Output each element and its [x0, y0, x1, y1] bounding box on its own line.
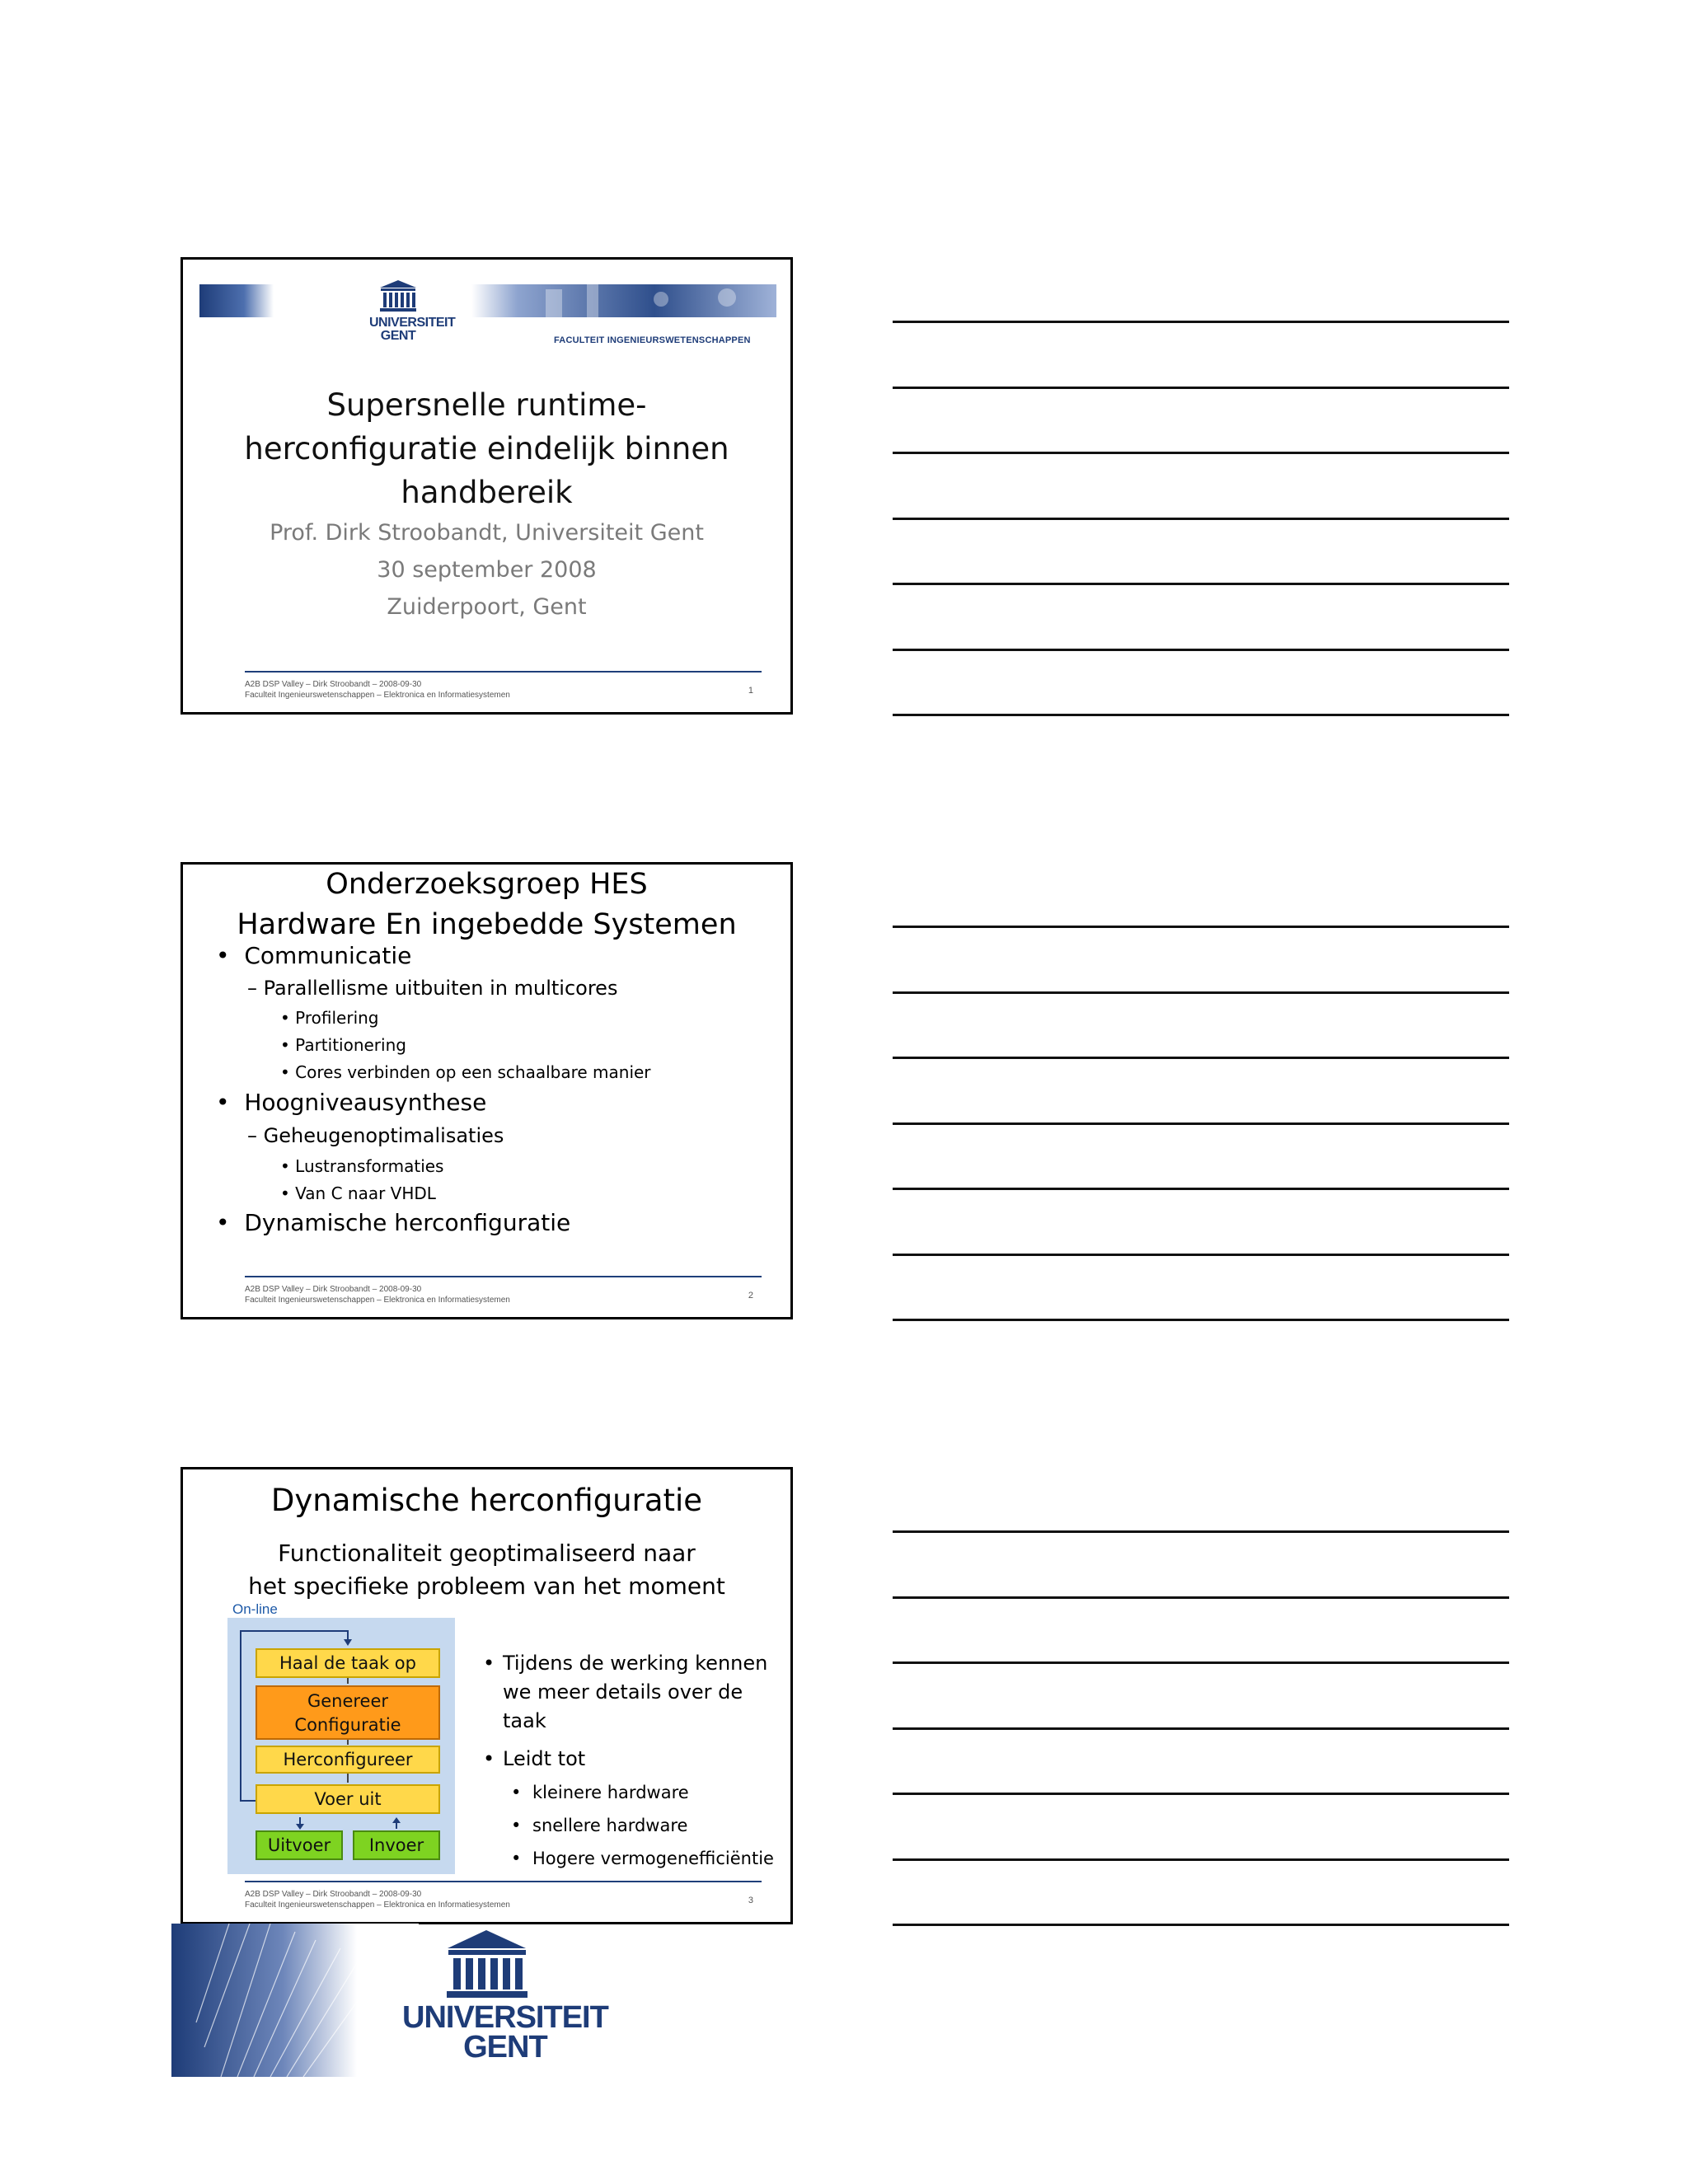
step-execute: Voer uit — [256, 1784, 440, 1814]
title-line: Onderzoeksgroep HES — [326, 868, 648, 901]
sub-bullet-text: snellere hardware — [532, 1816, 688, 1835]
date: 30 september 2008 — [377, 557, 597, 583]
note-line — [893, 1596, 1509, 1599]
note-line — [893, 1057, 1509, 1059]
note-line — [893, 518, 1509, 520]
faculty-name: FACULTEIT INGENIEURSWETENSCHAPPEN — [554, 335, 751, 345]
note-line — [893, 991, 1509, 994]
bullet-level-1: • Communicatie — [216, 942, 412, 969]
bullet-text: Leidt tot — [503, 1747, 586, 1770]
note-line — [893, 321, 1509, 323]
footer-line-2: Faculteit Ingenieurswetenschappen – Elektronica en Informatiesystemen — [245, 1900, 510, 1910]
slide-3-title: Dynamische herconfiguratie — [270, 1483, 703, 1518]
note-line — [893, 714, 1509, 716]
arrow-down-icon — [344, 1639, 352, 1646]
footer-line-2: Faculteit Ingenieurswetenschappen – Elektronica en Informatiesystemen — [245, 1296, 510, 1305]
footer-line-1: A2B DSP Valley – Dirk Stroobandt – 2008-09-30 — [245, 1285, 422, 1294]
slide-1 — [181, 257, 793, 715]
reconfiguration-flow-diagram — [227, 1618, 455, 1874]
bullet-text: we meer details over de — [503, 1680, 743, 1704]
arrow-down-icon — [296, 1824, 304, 1830]
slide-3 — [181, 1467, 793, 1924]
university-logo-text — [402, 2000, 608, 2064]
input-box: Invoer — [353, 1830, 440, 1860]
title-line: herconfiguratie eindelijk binnen — [244, 431, 729, 466]
note-line — [893, 1188, 1509, 1190]
note-line — [893, 583, 1509, 585]
slide-number: 1 — [748, 686, 753, 696]
location: Zuiderpoort, Gent — [387, 594, 587, 620]
output-box: Uitvoer — [256, 1830, 343, 1860]
bullet-level-3: • Partitionering — [280, 1035, 406, 1055]
note-line — [893, 926, 1509, 928]
note-line — [893, 1793, 1509, 1795]
slide-2-title — [199, 865, 774, 945]
sub-bullet-marker: • — [511, 1849, 522, 1868]
bullet-level-1: • Dynamische herconfiguratie — [216, 1209, 571, 1236]
sub-bullet-text: kleinere hardware — [532, 1783, 689, 1802]
slide-2 — [181, 862, 793, 1319]
title-line: handbereik — [401, 475, 573, 510]
logo-text-line-2: GENT — [380, 329, 416, 343]
step-fetch-task: Haal de taak op — [256, 1648, 440, 1678]
slide-number: 3 — [748, 1896, 753, 1905]
university-building-icon — [377, 279, 419, 312]
slide-1-title — [216, 383, 757, 514]
note-line — [893, 1727, 1509, 1730]
bullet-level-3: • Profilering — [280, 1008, 379, 1028]
logo-text-line-2: GENT — [463, 2030, 547, 2064]
title-line: Supersnelle runtime- — [326, 387, 647, 423]
title-line: Hardware En ingebedde Systemen — [237, 908, 737, 941]
slide-number: 2 — [748, 1291, 753, 1301]
sub-bullet-text: Hogere vermogenefficiëntie — [532, 1849, 774, 1868]
bullet-level-2: – Parallellisme uitbuiten in multicores — [247, 977, 618, 1000]
footer-line-2: Faculteit Ingenieurswetenschappen – Elektronica en Informatiesystemen — [245, 691, 510, 700]
bullet-level-3: • Van C naar VHDL — [280, 1183, 436, 1203]
bullet-text: Tijdens de werking kennen — [503, 1652, 768, 1675]
bullet-level-1: • Hoogniveausynthese — [216, 1089, 487, 1116]
note-line — [893, 387, 1509, 389]
note-line — [893, 1858, 1509, 1861]
bullet-level-3: • Lustransformaties — [280, 1156, 444, 1176]
step-reconfigure: Herconfigureer — [256, 1746, 440, 1774]
online-label: On-line — [232, 1601, 278, 1617]
subtitle-line: het specifieke probleem van het moment — [248, 1572, 725, 1600]
note-line — [893, 1122, 1509, 1125]
note-line — [893, 1530, 1509, 1533]
slide-footer — [245, 1276, 762, 1305]
bullet-text: taak — [503, 1709, 546, 1732]
arrow-up-icon — [392, 1817, 401, 1823]
sub-bullet-marker: • — [511, 1816, 522, 1835]
slide-footer — [245, 671, 762, 701]
footer-line-1: A2B DSP Valley – Dirk Stroobandt – 2008-09-30 — [245, 680, 422, 689]
bullet-level-3: • Cores verbinden op een schaalbare manier — [280, 1062, 651, 1082]
note-line — [893, 649, 1509, 651]
note-line — [893, 1661, 1509, 1664]
university-building-icon — [447, 1930, 528, 1998]
note-line — [893, 1319, 1509, 1321]
logo-text-line-1: UNIVERSITEIT — [369, 316, 456, 330]
sub-bullet-marker: • — [511, 1783, 522, 1802]
university-logo — [369, 279, 456, 343]
note-line — [893, 452, 1509, 454]
faculty-banner-graphic — [199, 284, 776, 317]
note-line — [893, 1924, 1509, 1926]
footer-line-1: A2B DSP Valley – Dirk Stroobandt – 2008-09-30 — [245, 1890, 422, 1899]
presenter: Prof. Dirk Stroobandt, Universiteit Gent — [270, 520, 704, 546]
bullet-marker: • — [483, 1747, 495, 1770]
step-generate-config: Genereer Configuratie — [256, 1685, 440, 1740]
bullet-marker: • — [483, 1652, 495, 1675]
note-line — [893, 1254, 1509, 1256]
subtitle-line: Functionaliteit geoptimaliseerd naar — [278, 1540, 696, 1567]
slide-footer — [245, 1881, 762, 1910]
logo-text-line-1: UNIVERSITEIT — [402, 2000, 608, 2035]
slide-3-subtitle — [199, 1537, 774, 1603]
bullet-level-2: – Geheugenoptimalisaties — [247, 1124, 504, 1147]
